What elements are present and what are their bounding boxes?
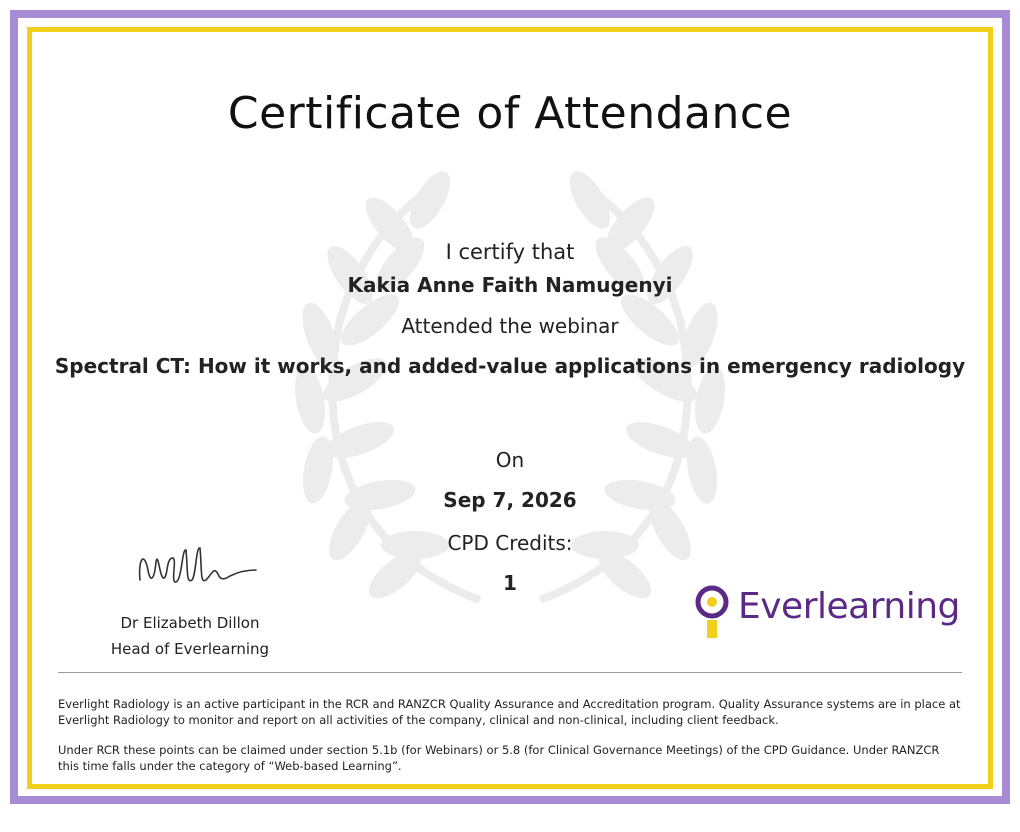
signatory-name: Dr Elizabeth Dillon: [120, 614, 260, 632]
certify-text: I certify that: [445, 240, 575, 264]
webinar-title: Spectral CT: How it works, and added-value applications in emergency radiology: [54, 354, 966, 378]
on-text: On: [495, 448, 525, 472]
footer-paragraph-cpd: Under RCR these points can be claimed under section 5.1b (for Webinars) or 5.8 (for Clinical Governance Meetings) of the CPD Guidance. Under RANZCR this time falls under the category of “Web-based Learning”.: [58, 743, 940, 773]
attendee-name: Kakia Anne Faith Namugenyi: [347, 273, 673, 297]
cpd-credits-label: CPD Credits:: [447, 531, 573, 555]
signatory-title: Head of Everlearning: [110, 640, 270, 658]
footer-paragraph-qa: Everlight Radiology is an active participant in the RCR and RANZCR Quality Assurance and Accreditation program. Quality Assurance systems are in place at Everlight Radiology to monitor and report on all activities of the company, clinical and non-clinical, including client feedback.: [58, 697, 961, 727]
everlearning-logo-text: Everlearning: [738, 586, 960, 627]
attendance-date: Sep 7, 2026: [443, 488, 577, 512]
attended-text: Attended the webinar: [401, 314, 619, 338]
cpd-credits-value: 1: [503, 571, 517, 595]
certificate-title: Certificate of Attendance: [227, 88, 793, 139]
signature: [130, 540, 260, 600]
footer-divider: [58, 672, 962, 673]
